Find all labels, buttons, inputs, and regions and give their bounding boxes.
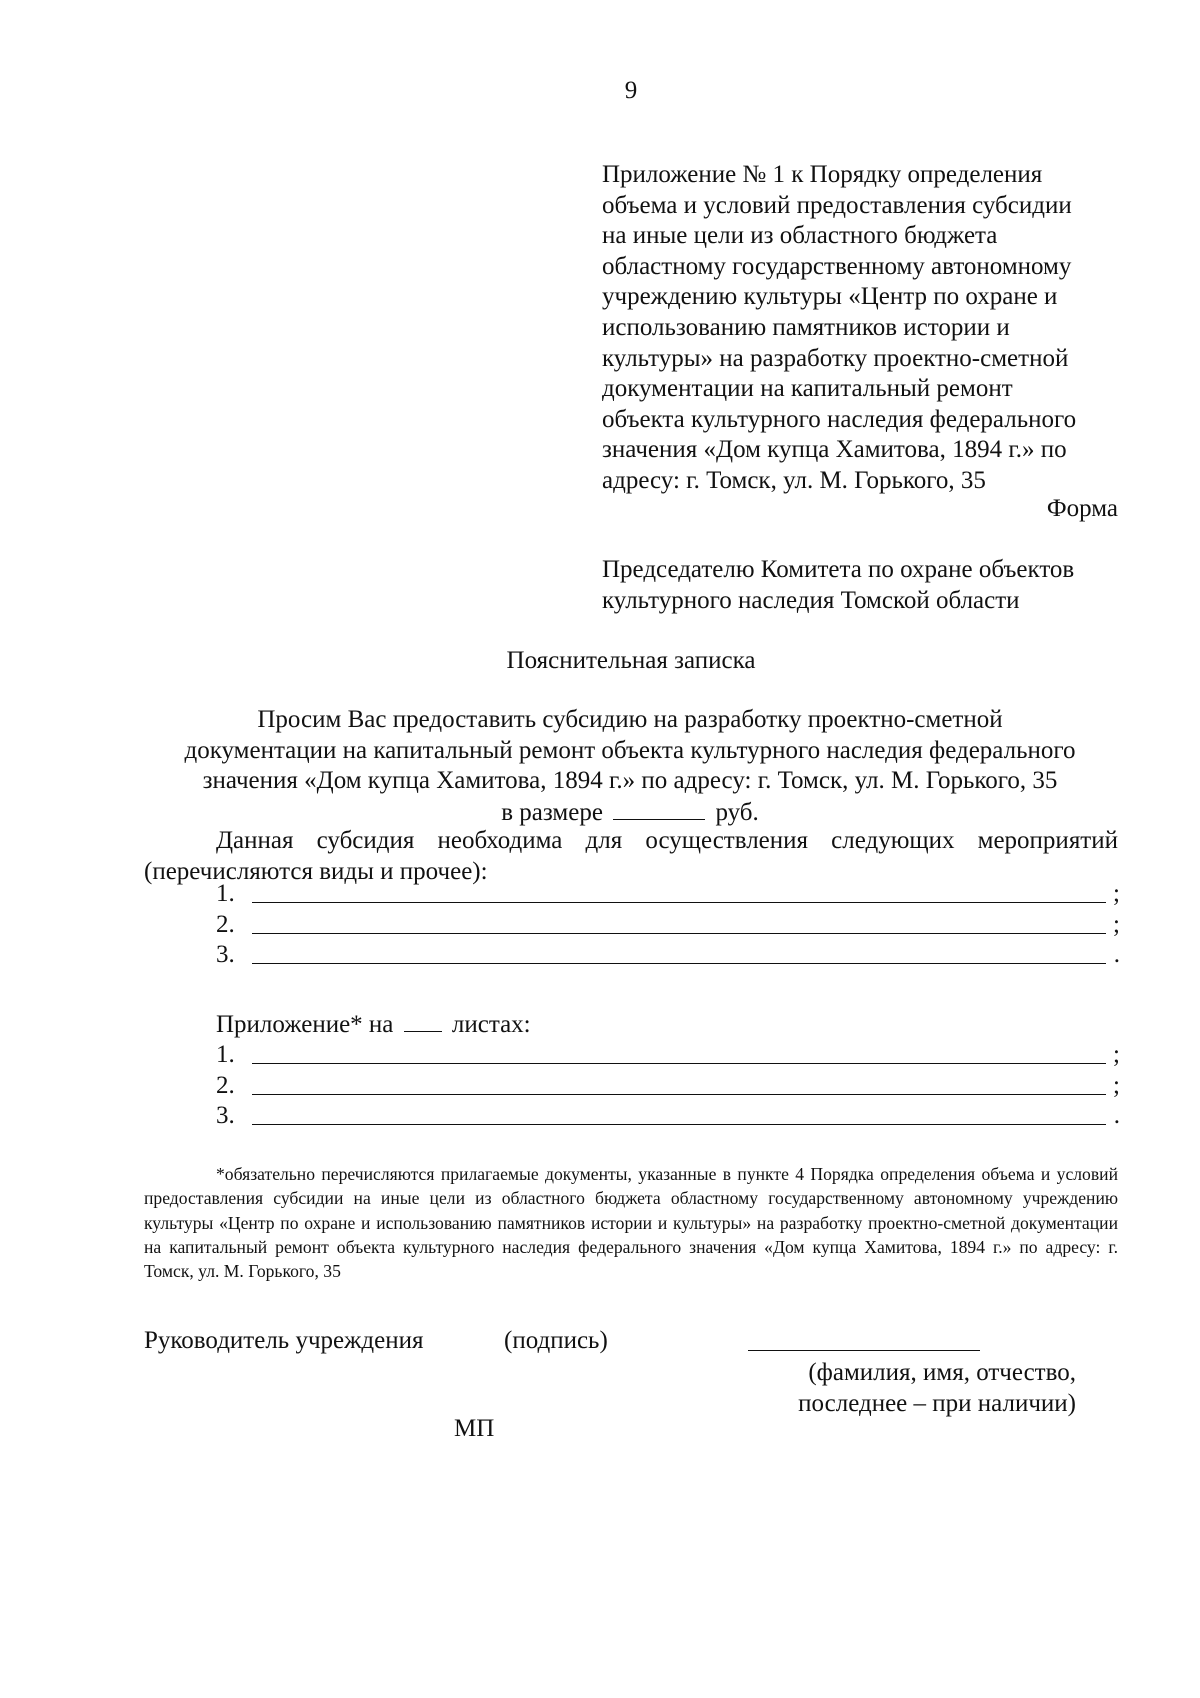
list-item-terminator: ;	[1113, 1041, 1120, 1068]
appendix-line: учреждению культуры «Центр по охране и	[602, 283, 1058, 311]
list-item-terminator: ;	[1113, 910, 1120, 938]
attachments-prefix: Приложение* на	[216, 1011, 394, 1038]
head-of-institution-label: Руководитель учреждения	[144, 1327, 424, 1354]
name-hint-line: последнее – при наличии)	[798, 1390, 1076, 1417]
list-item-terminator: ;	[1113, 880, 1120, 907]
appendix-line: на иные цели из областного бюджета	[602, 222, 998, 250]
appendix-line: объема и условий предоставления субсидии	[602, 191, 1072, 219]
appendix-line: документации на капитальный ремонт	[602, 375, 1013, 403]
list-item	[216, 940, 1120, 971]
request-line: документации на капитальный ремонт объекта культурного наследия федерального	[184, 736, 1076, 764]
attachments-list	[216, 1040, 1120, 1132]
list-item-number: 3.	[216, 941, 235, 968]
addressee-line: культурного наследия Томской области	[602, 586, 1020, 614]
name-hint-line: (фамилия, имя, отчество,	[808, 1359, 1076, 1386]
list-item	[216, 879, 1120, 910]
addressee	[602, 555, 1122, 616]
amount-suffix: руб.	[715, 798, 759, 826]
sheet-count-blank-field[interactable]	[404, 1009, 442, 1032]
amount-line	[140, 797, 1120, 829]
list-item-terminator: .	[1113, 1102, 1120, 1129]
request-line: Просим Вас предоставить субсидию на разработку проектно-сметной	[257, 706, 1003, 733]
appendix-line: областному государственному автономному	[602, 252, 1072, 280]
name-blank-field[interactable]	[748, 1350, 980, 1351]
addressee-line: Председателю Комитета по охране объектов	[602, 556, 1075, 583]
footnote: *обязательно перечисляются прилагаемые документы, указанные в пункте 4 Порядка определения объема и условий предоставления субсидии на иные цели из областного бюджета областному государственному автономному учреждению культуры «Центр по охране и использованию памятников истории и культуры» на разработку проектно-сметной документации на капитальный ремонт объекта культурного наследия федерального значения «Дом купца Хамитова, 1894 г.» по адресу: г. Томск, ул. М. Горького, 35	[144, 1164, 1118, 1282]
appendix-line: использованию памятников истории и	[602, 313, 1010, 341]
appendix-header	[602, 160, 1118, 497]
list-item	[216, 1071, 1120, 1102]
form-label: Форма	[1046, 495, 1118, 522]
list-item-number: 2.	[216, 1071, 235, 1099]
appendix-line: Приложение № 1 к Порядку определения	[602, 161, 1043, 188]
attachment-blank-field[interactable]	[252, 1094, 1106, 1095]
activity-blank-field[interactable]	[252, 902, 1106, 903]
attachment-blank-field[interactable]	[252, 1124, 1106, 1125]
list-item	[216, 1040, 1120, 1071]
list-item	[216, 910, 1120, 941]
list-item-number: 1.	[216, 880, 235, 907]
amount-blank-field[interactable]	[613, 797, 705, 820]
attachment-blank-field[interactable]	[252, 1063, 1106, 1064]
purpose-paragraph: Данная субсидия необходима для осуществления следующих мероприятий (перечисляются виды и прочее):	[144, 827, 1118, 885]
request-paragraph	[140, 705, 1120, 828]
request-line: значения «Дом купца Хамитова, 1894 г.» по адресу: г. Томск, ул. М. Горького, 35	[202, 767, 1058, 794]
stamp-placeholder: МП	[454, 1415, 495, 1442]
activity-blank-field[interactable]	[252, 933, 1106, 934]
page-number: 9	[624, 77, 638, 104]
attachments-suffix: листах:	[451, 1011, 531, 1038]
document-title: Пояснительная записка	[506, 647, 756, 674]
list-item-number: 1.	[216, 1041, 235, 1068]
list-item-terminator: ;	[1113, 1071, 1120, 1099]
appendix-line: культуры» на разработку проектно-сметной	[602, 344, 1069, 372]
list-item-terminator: .	[1113, 941, 1120, 968]
name-hint	[700, 1357, 1076, 1419]
list-item	[216, 1101, 1120, 1132]
list-item-number: 3.	[216, 1102, 235, 1129]
activities-list	[216, 879, 1120, 971]
amount-prefix: в размере	[501, 798, 603, 826]
appendix-line: объекта культурного наследия федерального	[602, 405, 1077, 433]
activity-blank-field[interactable]	[252, 963, 1106, 964]
appendix-line: адресу: г. Томск, ул. М. Горького, 35	[602, 466, 986, 494]
appendix-line: значения «Дом купца Хамитова, 1894 г.» по	[602, 436, 1067, 464]
signature-hint: (подпись)	[504, 1327, 608, 1354]
attachments-heading	[216, 1009, 531, 1040]
list-item-number: 2.	[216, 910, 235, 938]
